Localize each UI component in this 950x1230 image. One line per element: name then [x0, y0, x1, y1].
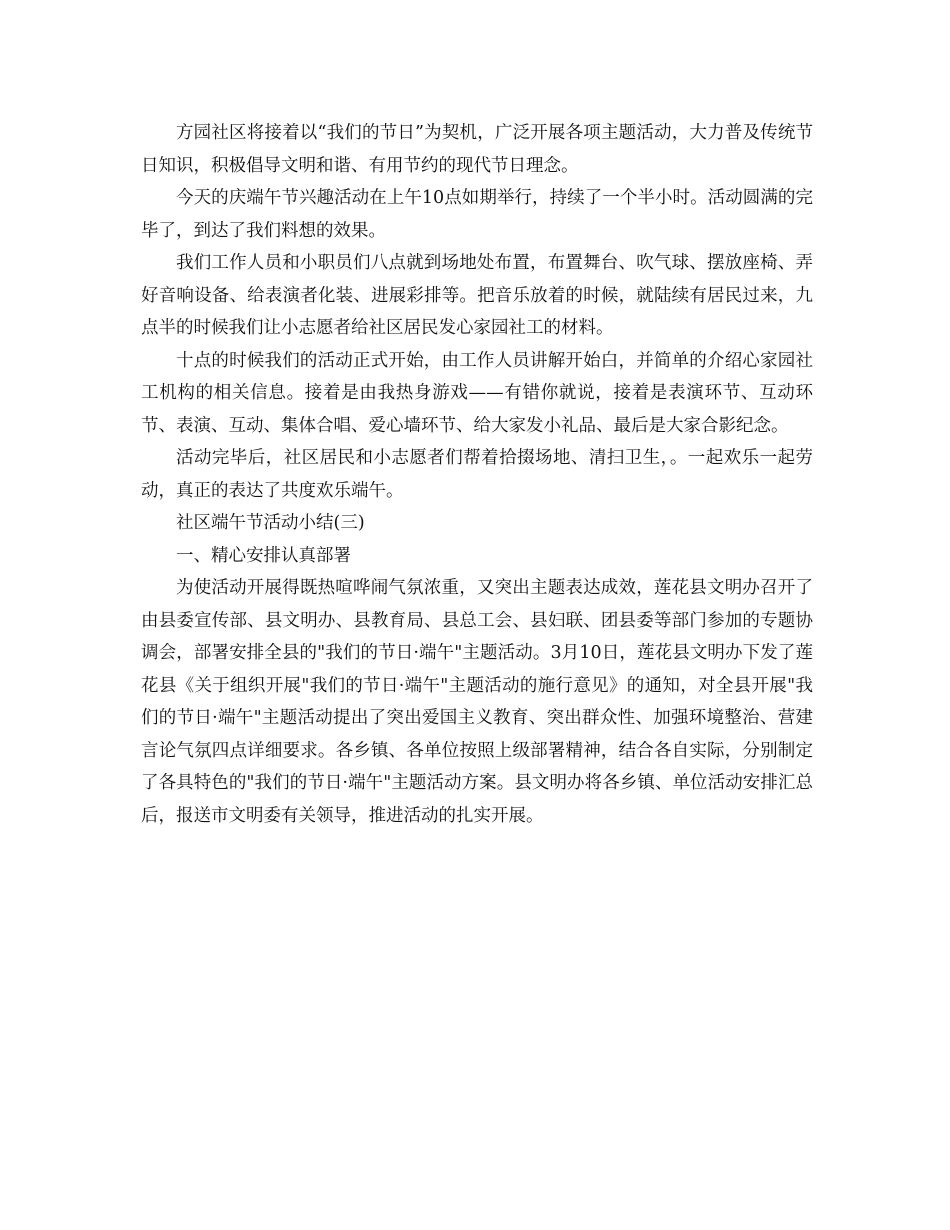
paragraph: 为使活动开展得既热喧哗闹气氛浓重，又突出主题表达成效，莲花县文明办召开了由县委宣传部、县文明办、县教育局、县总工会、县妇联、团县委等部门参加的专题协调会，部署安排全县的"我们的节日·端午"主题活动。3月10日，莲花县文明办下发了莲花县《关于组织开展"我们的节日·端午"主题活动的施行意见》的通知，对全县开展"我们的节日·端午"主题活动提出了突出爱国主义教育、突出群众性、加强环境整治、营建言论气氛四点详细要求。各乡镇、各单位按照上级部署精神，结合各自实际，分别制定了各具特色的"我们的节日·端午"主题活动方案。县文明办将各乡镇、单位活动安排汇总后，报送市文明委有关领导，推进活动的扎实开展。 — [141, 578, 813, 826]
paragraph: 十点的时候我们的活动正式开始，由工作人员讲解开始白，并简单的介绍心家园社工机构的相关信息。接着是由我热身游戏——有错你就说，接着是表演环节、互动环节、表演、互动、集体合唱、爱心墙环节、给大家发小礼品、最后是大家合影纪念。 — [141, 350, 813, 436]
paragraph: 方园社区将接着以“我们的节日”为契机，广泛开展各项主题活动，大力普及传统节日知识，积极倡导文明和谐、有用节约的现代节日理念。 — [141, 123, 813, 176]
sub-heading: 一、精心安排认真部署 — [176, 545, 351, 566]
document-body — [141, 117, 813, 832]
paragraph: 今天的庆端午节兴趣活动在上午10点如期举行，持续了一个半小时。活动圆满的完毕了，到达了我们料想的效果。 — [141, 188, 813, 241]
paragraph: 我们工作人员和小职员们八点就到场地处布置，布置舞台、吹气球、摆放座椅、弄好音响设备、给表演者化装、进展彩排等。把音乐放着的时候，就陆续有居民过来，九点半的时候我们让小志愿者给社区居民发心家园社工的材料。 — [141, 253, 813, 338]
paragraph: 活动完毕后，社区居民和小志愿者们帮着拾掇场地、清扫卫生，。一起欢乐一起劳动，真正的表达了共度欢乐端午。 — [141, 448, 813, 501]
section-heading: 社区端午节活动小结(三) — [176, 513, 365, 533]
